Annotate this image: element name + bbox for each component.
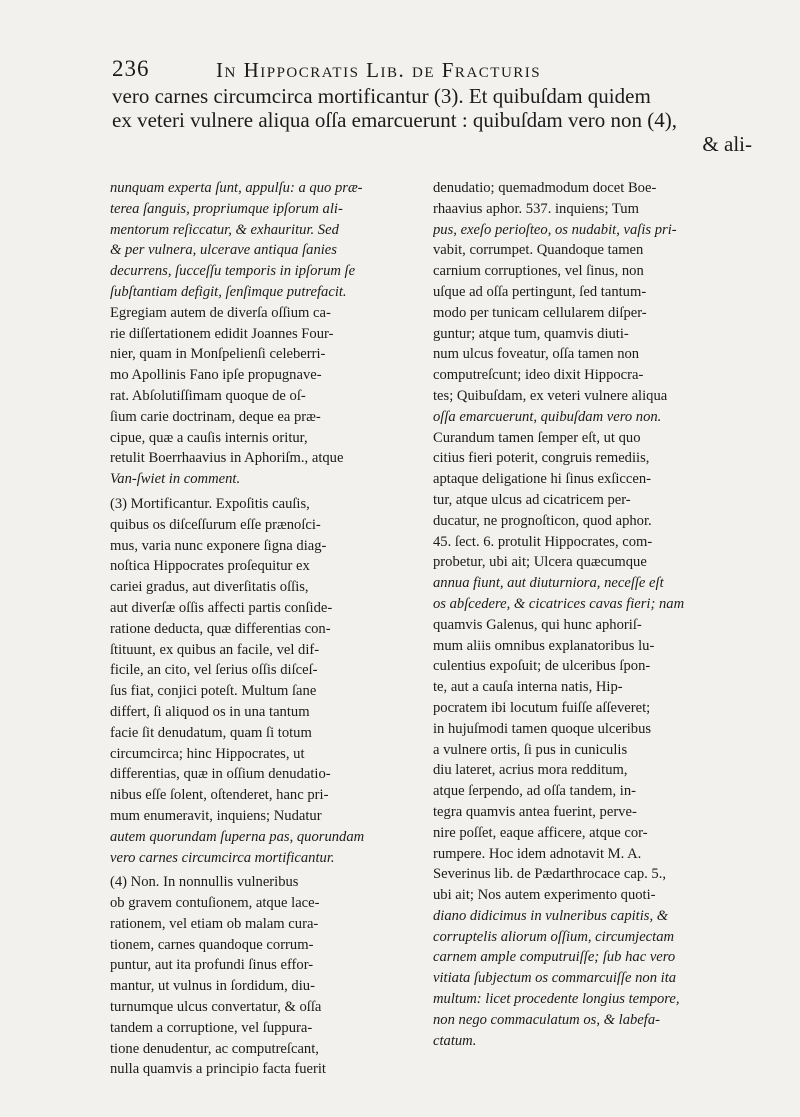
hippocrates-text	[112, 84, 752, 156]
commentary-line: pus, exeſo perioſteo, os nudabit, vaſis pri-	[433, 221, 677, 238]
commentary-line: probetur, ubi ait; Ulcera quæcumque	[433, 554, 647, 571]
note-heading-line: (3) Mortificantur. Expoſitis cauſis,	[110, 495, 310, 512]
commentary-line: mus, varia nunc exponere ſigna diag-	[110, 537, 327, 554]
running-title: In Hippocratis Lib. de Fracturis	[216, 58, 542, 82]
commentary-line: quamvis Galenus, qui hunc aphoriſ-	[433, 616, 642, 633]
commentary-line: Severinus lib. de Pædarthrocace cap. 5.,	[433, 866, 667, 883]
commentary-line: oſſa emarcuerunt, quibuſdam vero non.	[433, 408, 662, 425]
commentary-line: mentorum reſiccatur, & exhauritur. Sed	[110, 221, 339, 238]
commentary-line: Egregiam autem de diverſa oſſium ca-	[110, 304, 331, 321]
commentary-line: carnium corruptiones, vel ſinus, non	[433, 263, 644, 280]
commentary-line: noſtica Hippocrates proſequitur ex	[110, 558, 310, 575]
commentary-line: differt, ſi aliquod os in una tantum	[110, 703, 310, 720]
commentary-line: tione denudentur, ac computreſcant,	[110, 1040, 319, 1057]
commentary-line: te, aut a cauſa interna natis, Hip-	[433, 679, 623, 696]
commentary-line: os abſcedere, & cicatrices cavas fieri; nam	[433, 595, 685, 612]
commentary-line: atque ſerpendo, ad oſſa tandem, in-	[433, 783, 637, 800]
text-line: vero carnes circumcirca mortificantur (3). Et quibuſdam quidem	[112, 84, 651, 108]
commentary-line: rat. Abſolutiſſimam quoque de oſ-	[110, 387, 306, 404]
commentary-line: circumcirca; hinc Hippocrates, ut	[110, 745, 305, 762]
commentary-line: computreſcunt; ideo dixit Hippocra-	[433, 367, 644, 384]
commentary-line: terea ſanguis, propriumque ipſorum ali-	[110, 200, 343, 217]
commentary-line: Curandum tamen ſemper eſt, ut quo	[433, 429, 641, 446]
commentary-line: uſque ad oſſa pertingunt, ſed tantum-	[433, 283, 647, 300]
commentary-line: a vulnere ortis, ſi pus in cuniculis	[433, 741, 628, 758]
commentary-line: ſubſtantiam defigit, ſenſimque putrefacit.	[110, 283, 347, 300]
commentary-line: diu lateret, acrius mora redditum,	[433, 762, 628, 779]
commentary-line: Van-ſwiet in comment.	[110, 471, 241, 488]
commentary-line: citius fieri poterit, congruis remediis,	[433, 450, 650, 467]
text-line: & ali-	[702, 132, 752, 156]
commentary-line: mo Apollinis Fano ipſe propugnave-	[110, 367, 322, 384]
page-number: 236	[112, 56, 150, 81]
commentary-line: multum: licet procedente longius tempore,	[433, 991, 680, 1008]
commentary-line: quibus os diſceſſurum eſſe prænoſci-	[110, 516, 321, 533]
commentary-line: cariei gradus, aut diverſitatis oſſis,	[110, 579, 309, 596]
commentary-left-column	[110, 178, 424, 1080]
commentary-line: ubi ait; Nos autem experimento quoti-	[433, 887, 656, 904]
commentary-line: vitiata ſubjectum os commarcuiſſe non ita	[433, 970, 677, 987]
commentary-line: ficile, an cito, vel ſerius oſſis diſceſ-	[110, 662, 318, 679]
commentary-line: vero carnes circumcirca mortificantur.	[110, 849, 335, 866]
commentary-line: vabit, corrumpet. Quandoque tamen	[433, 242, 644, 259]
commentary-line: rationem, vel etiam ob malam cura-	[110, 915, 319, 932]
commentary-line: ctatum.	[433, 1032, 477, 1049]
commentary-line: & per vulnera, ulcerave antiqua ſanies	[110, 242, 337, 259]
commentary-right-column	[433, 178, 753, 1051]
commentary-line: annua fiunt, aut diuturniora, neceſſe eſt	[433, 575, 664, 592]
commentary-line: retulit Boerrhaavius in Aphoriſm., atque	[110, 450, 344, 467]
commentary-line: autem quorundam ſuperna pas, quorundam	[110, 828, 365, 845]
commentary-line: modo per tunicam cellularem diſper-	[433, 304, 647, 321]
commentary-line: rhaavius aphor. 537. inquiens; Tum	[433, 200, 639, 217]
commentary-line: aut diverſæ oſſis affecti partis conſide-	[110, 599, 333, 616]
commentary-line: mum enumeravit, inquiens; Nudatur	[110, 807, 322, 824]
commentary-line: ducatur, ne prognoſticon, quod aphor.	[433, 512, 652, 529]
commentary-line: ſtituunt, ex quibus an facile, vel dif-	[110, 641, 320, 658]
note-heading-line: (4) Non. In nonnullis vulneribus	[110, 874, 299, 891]
commentary-line: ob gravem contuſionem, atque lace-	[110, 895, 320, 912]
commentary-line: num ulcus foveatur, oſſa tamen non	[433, 346, 640, 363]
commentary-line: facie ſit denudatum, quam ſi totum	[110, 724, 312, 741]
commentary-line: ratione deducta, quæ differentias con-	[110, 620, 331, 637]
commentary-line: rie diſſertationem edidit Joannes Four-	[110, 325, 334, 342]
commentary-line: guntur; atque tum, quamvis diuti-	[433, 325, 629, 342]
commentary-line: tionem, carnes quandoque corrum-	[110, 936, 314, 953]
commentary-line: cipue, quæ a cauſis internis oritur,	[110, 429, 308, 446]
commentary-line: differentias, quæ in oſſium denudatio-	[110, 766, 331, 783]
commentary-line: pocratem ibi locutum fuiſſe aſſeveret;	[433, 699, 651, 716]
commentary-line: decurrens, ſucceſſu temporis in ipſorum ſe	[110, 263, 356, 280]
commentary-line: nibus eſſe ſolent, oſtenderet, hanc pri-	[110, 787, 329, 804]
commentary-line: tegra quamvis antea fuerint, perve-	[433, 803, 637, 820]
commentary-line: nulla quamvis a principio facta fuerit	[110, 1061, 326, 1078]
text-line: ex veteri vulnere aliqua oſſa emarcuerunt : quibuſdam vero non (4),	[112, 108, 678, 132]
commentary-line: in hujuſmodi tamen quoque ulceribus	[433, 720, 652, 737]
commentary-line: nunquam experta ſunt, appulſu: a quo præ-	[110, 180, 363, 196]
commentary-line: puntur, aut ita profundi ſinus effor-	[110, 957, 314, 974]
commentary-line: rumpere. Hoc idem adnotavit M. A.	[433, 845, 642, 862]
commentary-line: non nego commaculatum os, & labefa-	[433, 1011, 660, 1028]
commentary-line: mum aliis omnibus explanatoribus lu-	[433, 637, 655, 654]
commentary-line: tur, atque ulcus ad cicatricem per-	[433, 491, 631, 508]
commentary-line: diano didicimus in vulneribus capitis, &	[433, 907, 669, 924]
commentary-line: nier, quam in Monſpelienſi celeberri-	[110, 346, 326, 363]
commentary-line: aptaque deligatione hi ſinus exſiccen-	[433, 471, 652, 488]
commentary-line: culentius expoſuit; de ulceribus ſpon-	[433, 658, 651, 675]
commentary-line: mantur, ut vulnus in ſordidum, diu-	[110, 978, 315, 995]
commentary-line: 45. ſect. 6. protulit Hippocrates, com-	[433, 533, 653, 550]
commentary-line: ſium carie doctrinam, deque ea præ-	[110, 408, 321, 425]
commentary-line: denudatio; quemadmodum docet Boe-	[433, 180, 657, 196]
commentary-line: tes; Quibuſdam, ex veteri vulnere aliqua	[433, 387, 668, 404]
commentary-line: corruptelis aliorum oſſium, circumjectam	[433, 928, 675, 945]
commentary-line: turnumque ulcus convertatur, & oſſa	[110, 999, 322, 1016]
commentary-line: nire poſſet, eaque afficere, atque cor-	[433, 824, 648, 841]
commentary-line: ſus fiat, conjici poteſt. Multum ſane	[110, 683, 317, 700]
commentary-line: tandem a corruptione, vel ſuppura-	[110, 1019, 313, 1036]
commentary-line: carnem ample computruiſſe; ſub hac vero	[433, 949, 676, 966]
